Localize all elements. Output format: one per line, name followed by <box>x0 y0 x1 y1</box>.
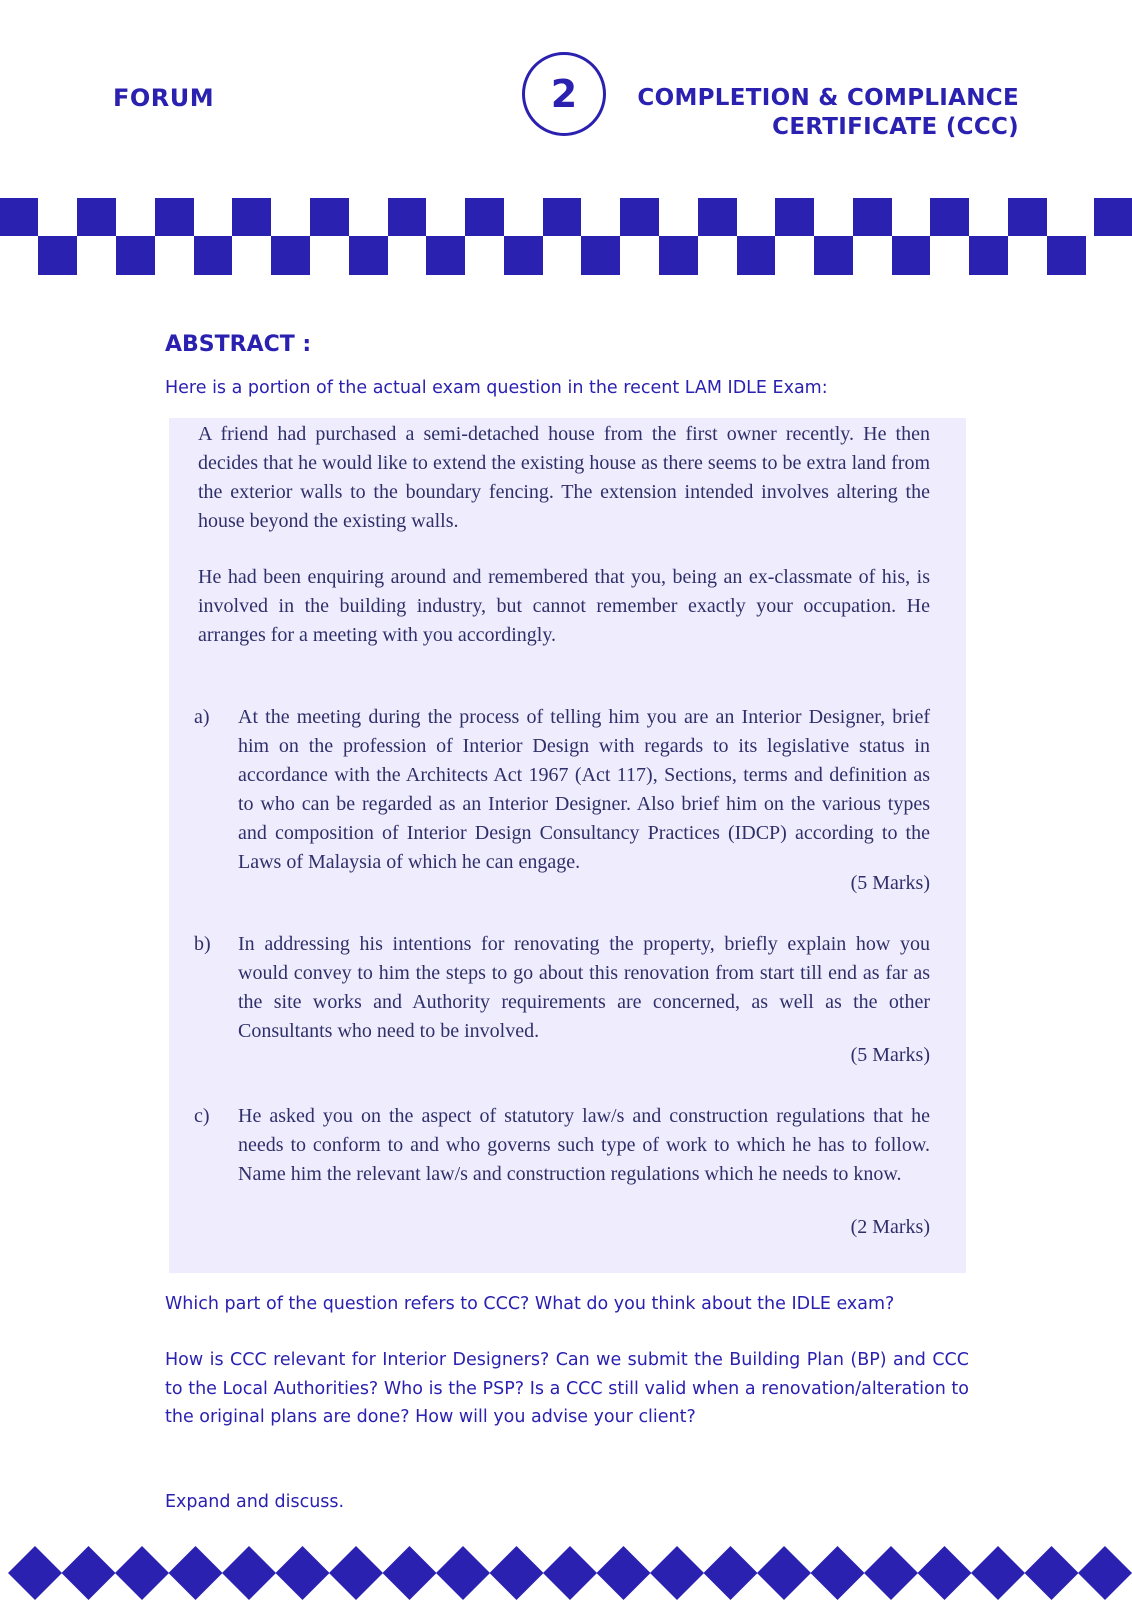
diamond-shape <box>704 1546 758 1600</box>
exam-paragraph-2: He had been enquiring around and remembered that you, being an ex-classmate of his, is involved in the building industry, but cannot remember exactly your occupation. He arranges for a meeting with you accordingly. <box>198 566 930 646</box>
exam-question-c <box>194 1102 930 1189</box>
diamond-shape <box>436 1546 490 1600</box>
diamond-shape <box>1078 1546 1132 1600</box>
discussion-question-1: Which part of the question refers to CCC? What do you think about the IDLE exam? <box>165 1294 895 1314</box>
question-c-marks: (2 Marks) <box>850 1216 930 1238</box>
discussion-question-2: How is CCC relevant for Interior Designers? Can we submit the Building Plan (BP) and CCC to the Local Authorities? Who is the PSP? Is a CCC still valid when a renovation/alteration to the original plans are done? How will you advise your client? <box>165 1350 969 1427</box>
page-title <box>637 84 1019 142</box>
diamond-shape <box>383 1546 437 1600</box>
exam-question-a <box>194 703 930 877</box>
forum-label: FORUM <box>113 84 215 112</box>
diamond-shape <box>8 1546 62 1600</box>
diamond-shape <box>650 1546 704 1600</box>
abstract-intro: Here is a portion of the actual exam question in the recent LAM IDLE Exam: <box>165 378 828 398</box>
diamond-shape <box>757 1546 811 1600</box>
diamond-shape <box>971 1546 1025 1600</box>
question-text: He asked you on the aspect of statutory law/s and construction regulations that he needs to conform to and who governs such type of work to which he has to follow. Name him the relevant law/s and construction regulations which he needs to know. <box>238 1105 930 1185</box>
diamond-shape <box>222 1546 276 1600</box>
diamond-shape <box>864 1546 918 1600</box>
discussion-question-3: Expand and discuss. <box>165 1492 345 1512</box>
diamond-shape <box>62 1546 116 1600</box>
question-letter: b) <box>194 933 211 955</box>
question-text: In addressing his intentions for renovating the property, briefly explain how you would convey to him the steps to go about this renovation from start till end as far as the site works and Authority requirements are concerned, as well as the other Consultants who need to be involved. <box>238 933 930 1042</box>
diamond-shape <box>918 1546 972 1600</box>
diamond-shape <box>115 1546 169 1600</box>
diamond-band <box>0 1543 1132 1600</box>
diamond-shape <box>1025 1546 1079 1600</box>
diamond-shape <box>276 1546 330 1600</box>
diamond-shape <box>329 1546 383 1600</box>
exam-question-b <box>194 930 930 1046</box>
question-letter: a) <box>194 706 210 728</box>
diamond-shape <box>543 1546 597 1600</box>
diamond-shape <box>597 1546 651 1600</box>
abstract-heading: ABSTRACT : <box>165 332 312 357</box>
diamond-shape <box>490 1546 544 1600</box>
page-title-line-2: CERTIFICATE (CCC) <box>772 114 1019 140</box>
checkered-band <box>0 198 1132 276</box>
page-title-line-1: COMPLETION & COMPLIANCE <box>637 85 1019 111</box>
checkered-band-squares <box>0 198 1132 275</box>
section-number: 2 <box>550 72 578 116</box>
diamond-band-shapes <box>8 1546 1132 1600</box>
question-b-marks: (5 Marks) <box>850 1044 930 1066</box>
diamond-shape <box>811 1546 865 1600</box>
exam-paragraph-1: A friend had purchased a semi-detached house from the first owner recently. He then decides that he would like to extend the existing house as there seems to be extra land from the exterior walls to the boundary fencing. The extension intended involves altering the house beyond the existing walls. <box>198 423 930 532</box>
diamond-shape <box>169 1546 223 1600</box>
section-number-badge <box>522 52 606 136</box>
question-a-marks: (5 Marks) <box>850 872 930 894</box>
question-letter: c) <box>194 1105 210 1127</box>
exam-question-box <box>169 418 966 1273</box>
question-text: At the meeting during the process of telling him you are an Interior Designer, brief him on the profession of Interior Design with regards to its legislative status in accordance with the Architects Act 1967 (Act 117), Sections, terms and definition as to who can be regarded as an Interior Designer. Also brief him on the various types and composition of Interior Design Consultancy Practices (IDCP) according to the Laws of Malaysia of which he can engage. <box>238 706 930 873</box>
